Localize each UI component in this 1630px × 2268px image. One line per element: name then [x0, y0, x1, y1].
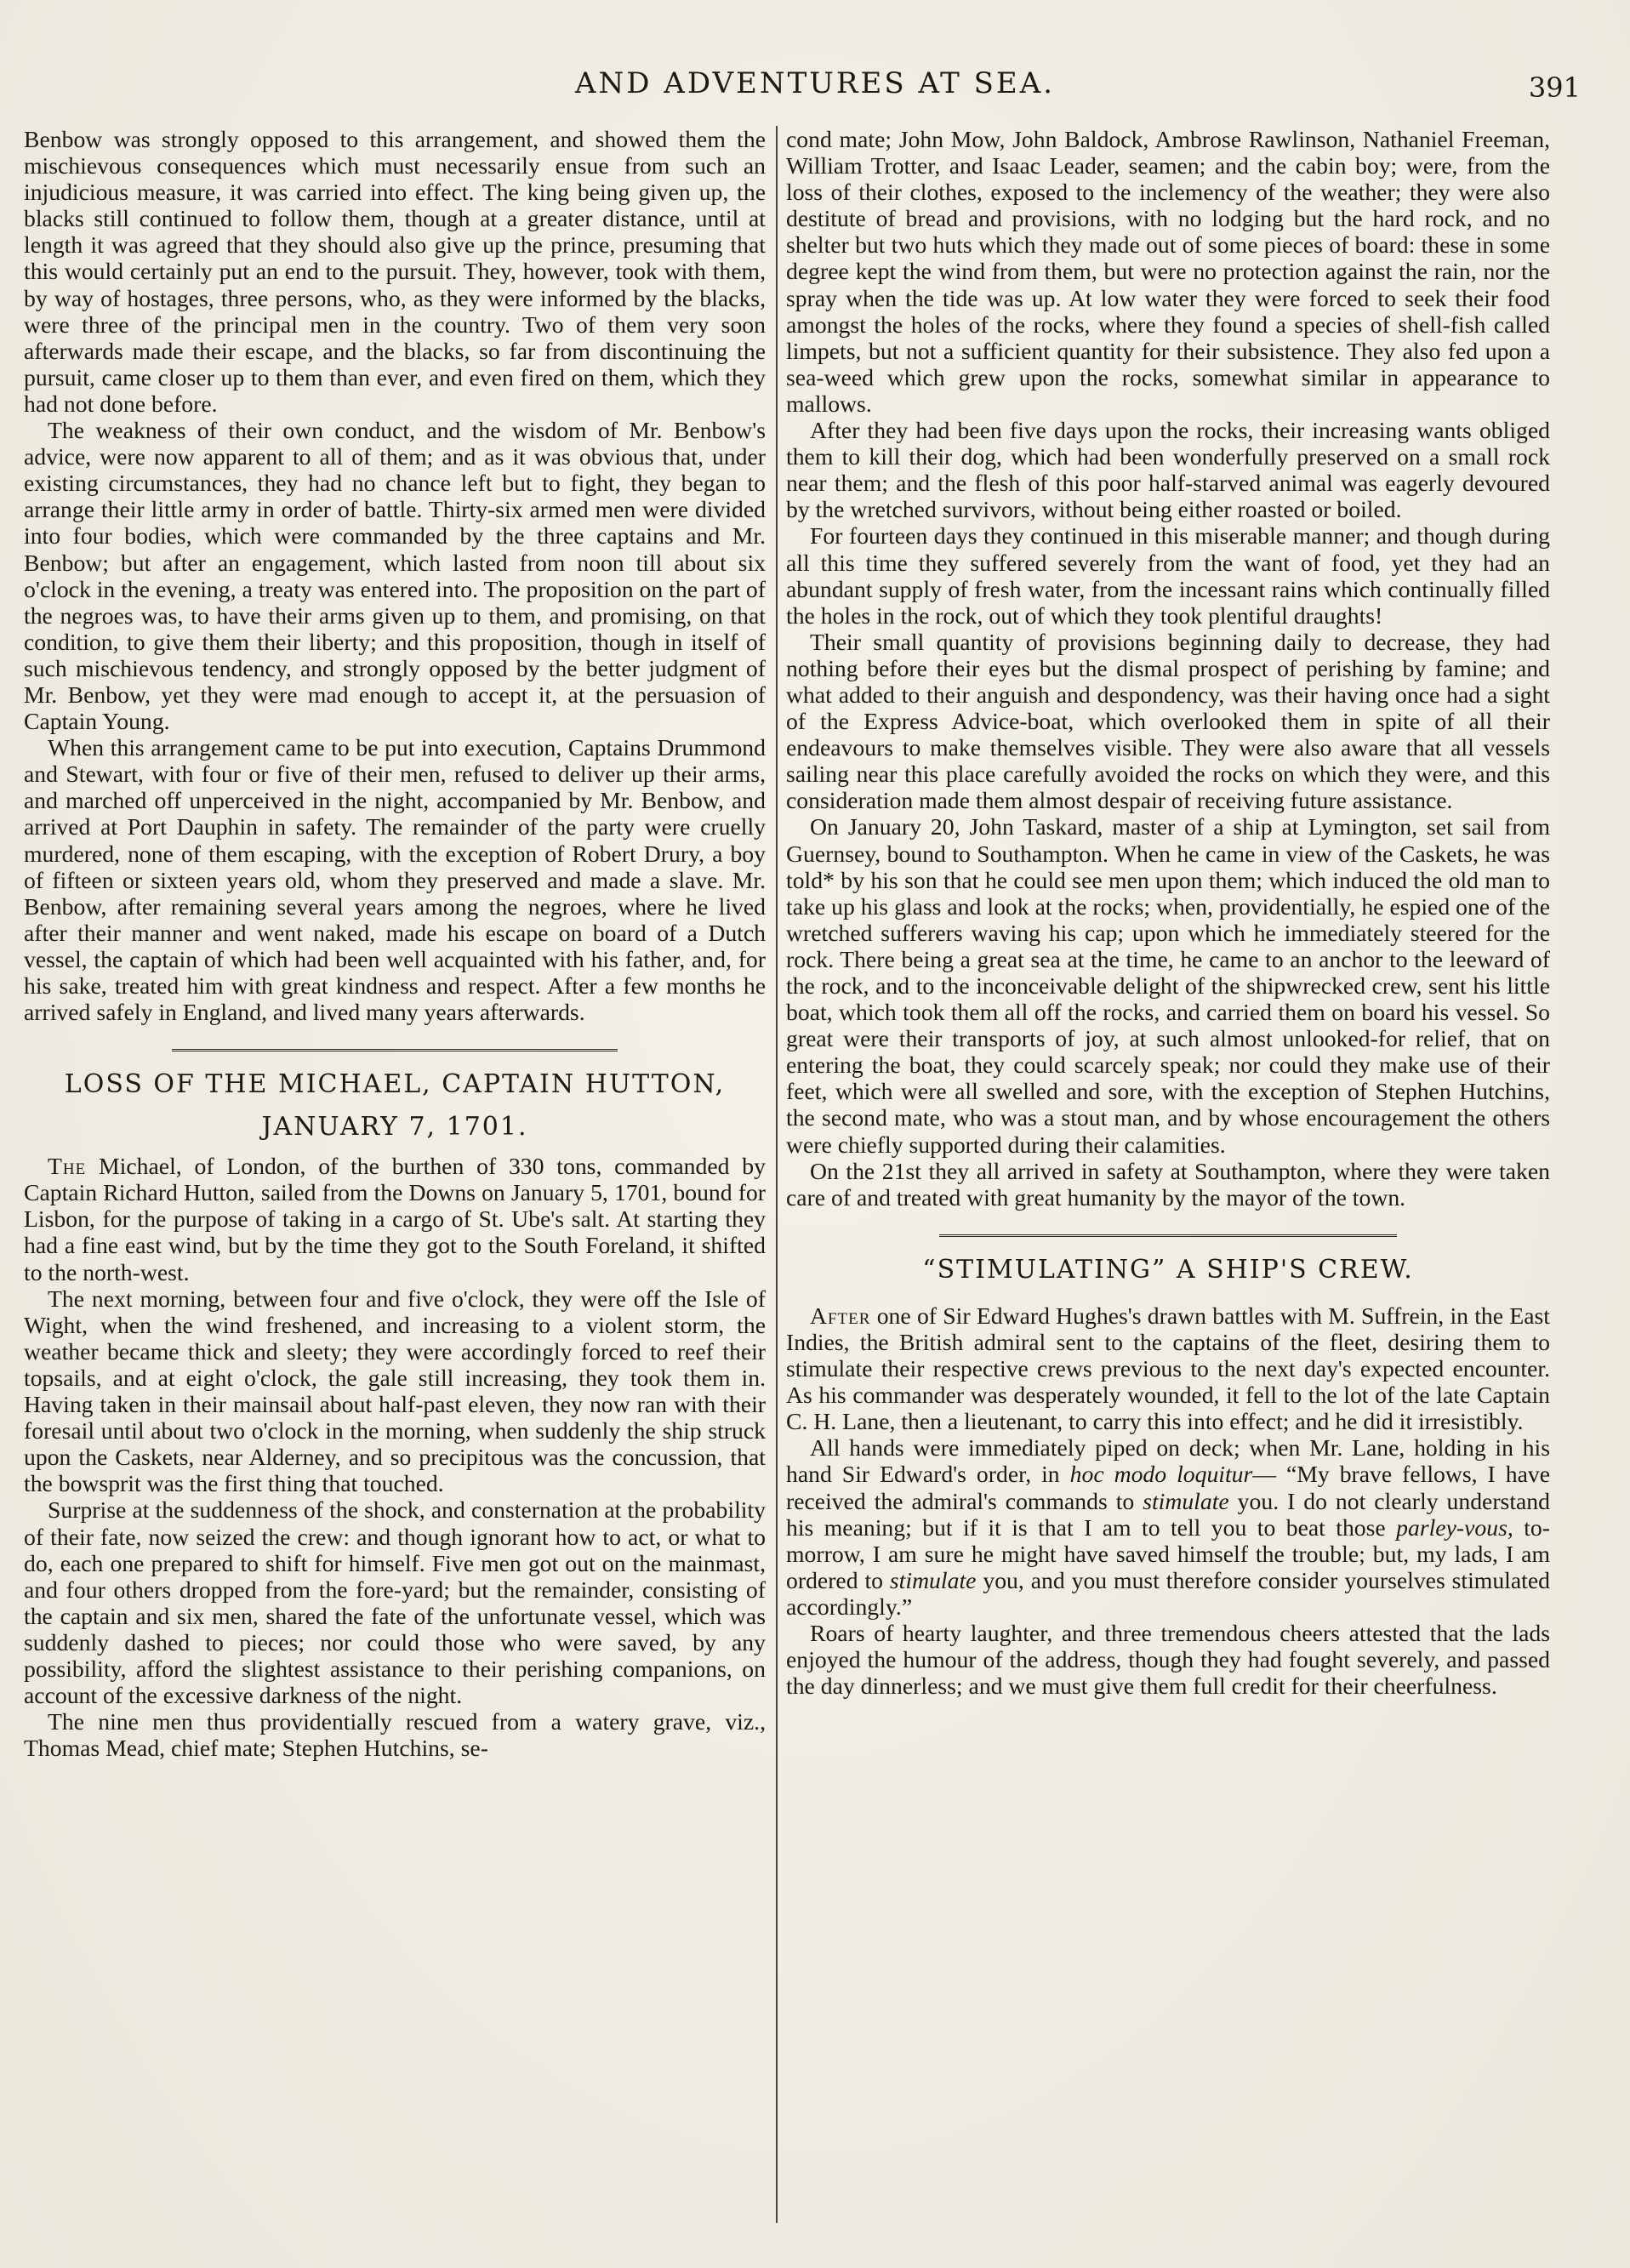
lead-word: The: [48, 1153, 87, 1180]
paragraph: [786, 1434, 1550, 1620]
left-column: [24, 126, 766, 1761]
paragraph: [786, 1302, 1550, 1434]
italic-word: parley-vous: [1396, 1513, 1507, 1541]
paragraph: The weakness of their own conduct, and the wisdom of Mr. Benbow's advice, were now apparent to all of them; and as it was obvious that, under existing circumstances, they had no chance left but to fight, they began to arrange their little army in order of battle. Thirty-six armed men were divided into four bodies, which were commanded by the three captains and Mr. Benbow; but after an engagement, which lasted from noon till about six o'clock in the evening, a treaty was entered into. The proposition on the part of the negroes was, to have their arms given up to them, and promising, on that condition, to give them their liberty; and this proposition, though in itself of such mischievous tendency, and strongly opposed by the better judgment of Mr. Benbow, yet they were mad enough to accept it, at the persuasion of Captain Young.: [24, 417, 766, 735]
paragraph-text: one of Sir Edward Hughes's drawn battles with M. Suffrein, in the East Indies, the British admiral sent to the captains of the fleet, desiring them to stimulate their respective crews previous to the next day's expected encounter. As his commander was desperately wounded, it fell to the lot of the late Captain C. H. Lane, then a lieutenant, to carry this into effect; and he did it irresistibly.: [786, 1302, 1550, 1435]
text-run: All hands were immediately piped on deck; when Mr. Lane, holding in his hand Sir Edward's order, in: [786, 1434, 1550, 1488]
paragraph: The next morning, between four and five o'clock, they were off the Isle of Wight, when the wind freshened, and increasing to a violent storm, the weather became thick and sleety; they were accordingly forced to reef their topsails, and at eight o'clock, the gale still increasing, they took them in. Having taken in their mainsail about half-past eleven, they now ran with their foresail until about two o'clock in the morning, when suddenly the ship struck upon the Caskets, near Alderney, and so precipitous was the concussion, that the bowsprit was the first thing that touched.: [24, 1285, 766, 1497]
section-divider: [172, 1049, 617, 1054]
paragraph: For fourteen days they continued in this miserable manner; and though during all this time they suffered severely from the want of food, yet they had an abundant supply of fresh water, from the incessant rains which continually filled the holes in the rock, out of which they took plentiful draughts!: [786, 522, 1550, 629]
paragraph: Roars of hearty laughter, and three tremendous cheers attested that the lads enjoyed the humour of the address, though they had fought severely, and passed the day dinnerless; and we must give them full credit for their cheerfulness.: [786, 1619, 1550, 1700]
section-divider: [939, 1234, 1398, 1239]
italic-word: stimulate: [1143, 1487, 1229, 1514]
running-title: AND ADVENTURES AT SEA.: [574, 66, 1056, 100]
running-header: [0, 60, 1630, 102]
text-run: you. I do not clearly understand his meaning; but if it is that I am to tell you to beat those: [786, 1487, 1550, 1541]
paragraph: On the 21st they all arrived in safety at Southampton, where they were taken care of and treated with great humanity by the mayor of the town.: [786, 1157, 1550, 1211]
paragraph: [24, 1153, 766, 1285]
heading-date: JANUARY 7, 1701.: [261, 1112, 528, 1143]
paragraph: cond mate; John Mow, John Baldock, Ambrose Rawlinson, Nathaniel Freeman, William Trotter, and Isaac Leader, seamen; and the cabin boy; were, from the loss of their clothes, exposed to the inclemency of the weather; they were also destitute of bread and provisions, with no lodging but the hard rock, and no shelter but two huts which they made out of some pieces of board: these in some degree kept the wind from them, but were no protection against the rain, nor the spray when the tide was up. At low water they were forced to seek their food amongst the holes of the rocks, where they found a species of shell-fish called limpets, but not a sufficient quantity for their subsistence. They also fed upon a sea-weed which grew upon the rocks, somewhat similar in appearance to mallows.: [786, 126, 1550, 417]
paragraph-text: Michael, of London, of the burthen of 330 tons, commanded by Captain Richard Hutton, sailed from the Downs on January 5, 1701, bound for Lisbon, for the purpose of taking in a cargo of St. Ube's salt. At starting they had a fine east wind, but by the time they got to the South Foreland, it shifted to the north-west.: [24, 1153, 766, 1285]
paragraph: Their small quantity of provisions beginning daily to decrease, they had nothing before their eyes but the dismal prospect of perishing by famine; and what added to their anguish and despondency, was their having once had a sight of the Express Advice-boat, which overlooked them in spite of all their endeavours to make themselves visible. They were also aware that all vessels sailing near this place carefully avoided the rocks on which they were, and this consideration made them almost despair of receiving future assistance.: [786, 628, 1550, 814]
heading-line: LOSS OF THE MICHAEL, CAPTAIN HUTTON,: [64, 1069, 726, 1100]
paragraph: Benbow was strongly opposed to this arrangement, and showed them the mischievous consequences which must necessarily ensue from such an injudicious measure, it was carried into effect. The king being given up, the blacks still continued to follow them, though at a greater distance, until at length it was agreed that they should also give up the prince, presuming that this would certainly put an end to the pursuit. They, however, took with them, by way of hostages, three persons, who, as they were informed by the blacks, were three of the principal men in the country. Two of them very soon afterwards made their escape, and the blacks, so far from discontinuing the pursuit, came closer up to them than ever, and even fired on them, which they had not done before.: [24, 126, 766, 417]
italic-word: stimulate: [889, 1566, 977, 1593]
right-column: [786, 126, 1550, 1699]
paragraph: On January 20, John Taskard, master of a ship at Lymington, set sail from Guernsey, bound to Southampton. When he came in view of the Caskets, he was told* by his son that he could see men upon them; which induced the old man to take up his glass and look at the rocks; when, providentially, he espied one of the wretched sufferers waving his cap; upon which he immediately steered for the rock. There being a great sea at the time, he came to an anchor to the leeward of the rock, and to the inconceivable delight of the shipwrecked crew, sent his little boat, which took them all off the rocks, and carried them on board his vessel. So great were their transports of joy, at such almost unlooked-for relief, that on entering the boat, they could scarcely speak; nor could they make use of their feet, which were all swelled and sore, with the exception of Stephen Hutchins, the second mate, who was a stout man, and by whose encouragement the others were chiefly supported during their calamities.: [786, 813, 1550, 1158]
paragraph: After they had been five days upon the rocks, their increasing wants obliged them to kill their dog, which had been wonderfully preserved on a small rock near them; and the flesh of this poor half-starved animal was eagerly devoured by the wretched survivors, without being either roasted or boiled.: [786, 417, 1550, 523]
italic-phrase: hoc modo loquitur: [1069, 1461, 1253, 1488]
section-heading-michael: [24, 1068, 766, 1144]
column-rule: [776, 126, 778, 2223]
text-run: , to-morrow, I am sure he might have saved himself the trouble; but, my lads, I am ordered to: [786, 1513, 1550, 1593]
text-run: — “My brave fellows, I have received the admiral's commands to: [786, 1461, 1551, 1514]
lead-word: After: [810, 1302, 871, 1329]
paragraph: When this arrangement came to be put into execution, Captains Drummond and Stewart, with four or five of their men, refused to deliver up their arms, and marched off unperceived in the night, accompanied by Mr. Benbow, and arrived at Port Dauphin in safety. The remainder of the party were cruelly murdered, none of them escaping, with the exception of Robert Drury, a boy of fifteen or sixteen years old, whom they preserved and made a slave. Mr. Benbow, after remaining several years among the negroes, where he lived after their manner and went naked, made his escape on board of a Dutch vessel, the captain of which had been well acquainted with his father, and, for his sake, treated him with great kindness and respect. After a few months he arrived safely in England, and lived many years afterwards.: [24, 734, 766, 1026]
text-run: you, and you must therefore consider yourselves stimulated accordingly.”: [786, 1566, 1550, 1620]
page-number: 391: [1528, 71, 1581, 104]
section-heading-stimulating: “STIMULATING” A SHIP'S CREW.: [922, 1254, 1414, 1285]
paragraph: Surprise at the suddenness of the shock, and consternation at the probability of their fate, now seized the crew: and though ignorant how to act, or what to do, each one prepared to shift for himself. Five men got out on the mainmast, and four others dropped from the fore-yard; but the remainder, consisting of the captain and six men, shared the fate of the unfortunate vessel, which was suddenly dashed to pieces; nor could those who were saved, by any possibility, afford the slightest assistance to their perishing companions, on account of the excessive darkness of the night.: [24, 1496, 766, 1709]
paragraph: The nine men thus providentially rescued from a watery grave, viz., Thomas Mead, chief mate; Stephen Hutchins, se-: [24, 1708, 766, 1762]
